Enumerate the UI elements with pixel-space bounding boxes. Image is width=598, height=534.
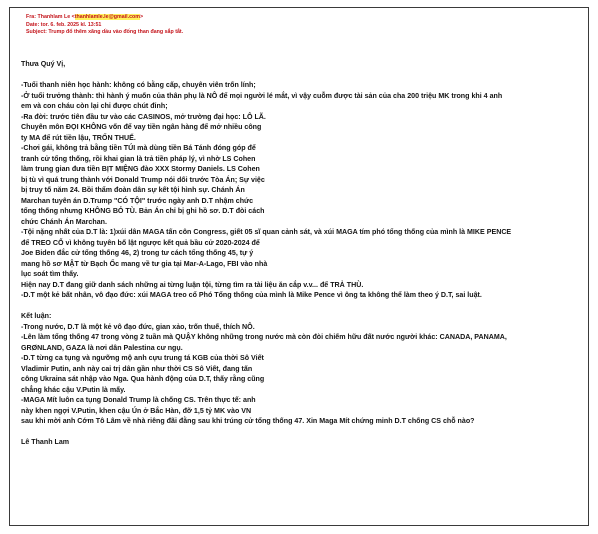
body-line: mang hồ sơ MẬT từ Bạch Ốc mang về tư gia tại Mar-A-Lago, FBI vào nhà xyxy=(21,259,268,268)
body-line: -Tội nặng nhất của D.T là: 1)xúi dân MAGA tấn côn Congress, giết 05 sĩ quan cảnh sát, và xúi MAGA tím phó tổng thống của mình là MIKE PENCE xyxy=(21,228,512,236)
body-line: Marchan tuyên án D.Trump "CÓ TỘI" trước ngày anh D.T nhậm chức xyxy=(21,196,254,205)
from-email: thanhlamle.le@gmail.com xyxy=(74,14,140,20)
body-line: Vladimir Putin, anh này cai trị dân gần như thời CS Sô Viết, đang tấn xyxy=(21,364,253,373)
body-line: bị truy tố năm 24. Bồi thẩm đoàn dân sự kết tội hình sự. Chánh Án xyxy=(21,186,245,194)
body-line: -MAGA Mít luôn ca tụng Donald Trump là chống CS. Trên thực tế: anh xyxy=(21,396,256,404)
body-line: -Ở tuổi trưởng thành: thì hành ý muốn của thân phụ là NÔ để mọi người lé mắt, vì vậy cuỗm được tài sản của cha 200 triệu MK trong khi 4 anh xyxy=(21,91,503,100)
signature: Lê Thanh Lam xyxy=(21,438,70,446)
paragraph-gap xyxy=(21,301,587,312)
paragraph-gap xyxy=(21,427,587,438)
subject-line: Subject: Trump đổ thêm xăng dầu vào đống than đang sắp tắt. xyxy=(26,29,184,36)
greeting: Thưa Quý Vị, xyxy=(21,60,66,68)
section-main-points xyxy=(21,80,587,301)
body-line: chức Chánh Án Marchan. xyxy=(21,217,107,226)
body-line: GRØNLAND, GAZA là nơi dân Palestina cư ngụ. xyxy=(21,343,183,352)
body-line: em và con cháu còn lại chỉ được chút đỉnh; xyxy=(21,102,168,110)
body-line: làm trung gian đưa tiền BỊT MIỆNG đào XXX Stormy Daniels. LS Cohen xyxy=(21,165,260,173)
body-line: lục soát tìm thấy. xyxy=(21,270,79,278)
body-line: -Trong nước, D.T là một kẻ vô đạo đức, gian xảo, trốn thuế, thích NÔ. xyxy=(21,322,255,331)
body-line: công Ukraina sát nhập vào Nga. Qua hành động của D.T, thấy rằng cũng xyxy=(21,375,265,383)
body-line: Chuyên môn ĐỌI KHÔNG vốn để vay tiền ngân hàng để mở nhiều công xyxy=(21,123,262,131)
body-line: bị tù vì quá trung thành với Donald Trump nói dối trước Tòa Án; Sự việc xyxy=(21,175,265,184)
body-line: này khen ngợi V.Putin, khen cậu Ún ở Bắc Hàn, đỡ 1,5 tỷ MK vào VN xyxy=(21,406,252,415)
body-line: tổng thống nhưng KHÔNG BỎ TÙ. Bản Án chỉ bị ghi hồ sơ. D.T đòi cách xyxy=(21,207,265,215)
from-line xyxy=(26,14,183,22)
body-line: Joe Biden đắc cử tổng thống 46, 2) trong tư cách tổng thống 45, tự ý xyxy=(21,249,254,257)
section-conclusion xyxy=(21,322,587,427)
email-header xyxy=(26,14,183,37)
paragraph-gap xyxy=(21,70,587,81)
from-label: Fra: xyxy=(26,14,37,20)
body-line: -Ra đời: trước tiên đầu tư vào các CASINOS, mở trường đại học: LÔ LÃ. xyxy=(21,112,266,121)
from-email-open: < xyxy=(70,14,75,20)
email-body xyxy=(21,59,587,448)
date-line: Date: tor. 6. feb. 2025 kl. 13:51 xyxy=(26,21,102,28)
document-page xyxy=(9,7,589,526)
body-line: ty MA để rút tiền lậu, TRỐN THUẾ. xyxy=(21,133,136,142)
from-name: Thanhlam Le xyxy=(37,14,71,20)
conclusion-heading: Kết luận: xyxy=(21,312,52,320)
body-line: -Lên làm tổng thống 47 trong vòng 2 tuần mà QUẬY không những trong nước mà còn đòi chiếm hữu đất nước người khác: CANADA, PANAMA, xyxy=(21,333,507,341)
body-line: -D.T từng ca tụng và ngưỡng mộ anh cựu trung tá KGB của thời Sô Viết xyxy=(21,354,264,362)
body-line: sau khi mời anh Cớm Tô Lâm về nhà riêng đãi đằng sau khi trúng cử tổng thống 47. Xin Maga Mít chứng minh D.T chống CS chỗ nào? xyxy=(21,417,475,425)
body-line: -Tuổi thanh niên học hành: không có bằng cấp, chuyên viên trốn lính; xyxy=(21,81,256,89)
body-line: tranh cử tổng thống, rồi khai gian là trả tiền pháp lý, vì nhờ LS Cohen xyxy=(21,154,256,163)
body-line: -D.T một kẻ bất nhân, vô đạo đức: xúi MAGA treo cổ Phó Tổng thống của mình là Mike Pence vì ông ta không thể làm theo ý D.T, sai luật. xyxy=(21,291,482,299)
from-email-close: > xyxy=(139,14,144,20)
body-line: để TREO CỔ vì không tuyên bố lật ngược kết quả bầu cử 2020-2024 để xyxy=(21,238,260,247)
body-line: chẳng khác cậu V.Putin là mấy. xyxy=(21,385,126,394)
body-line: -Chơi gái, không trả bằng tiền TÚI mà dùng tiền Bá Tánh đóng góp để xyxy=(21,144,256,152)
body-line: Hiện nay D.T đang giữ danh sách những ai từng luận tội, từng tìm ra tài liệu ăn cắp v.v... để TRẢ THÙ. xyxy=(21,280,364,289)
